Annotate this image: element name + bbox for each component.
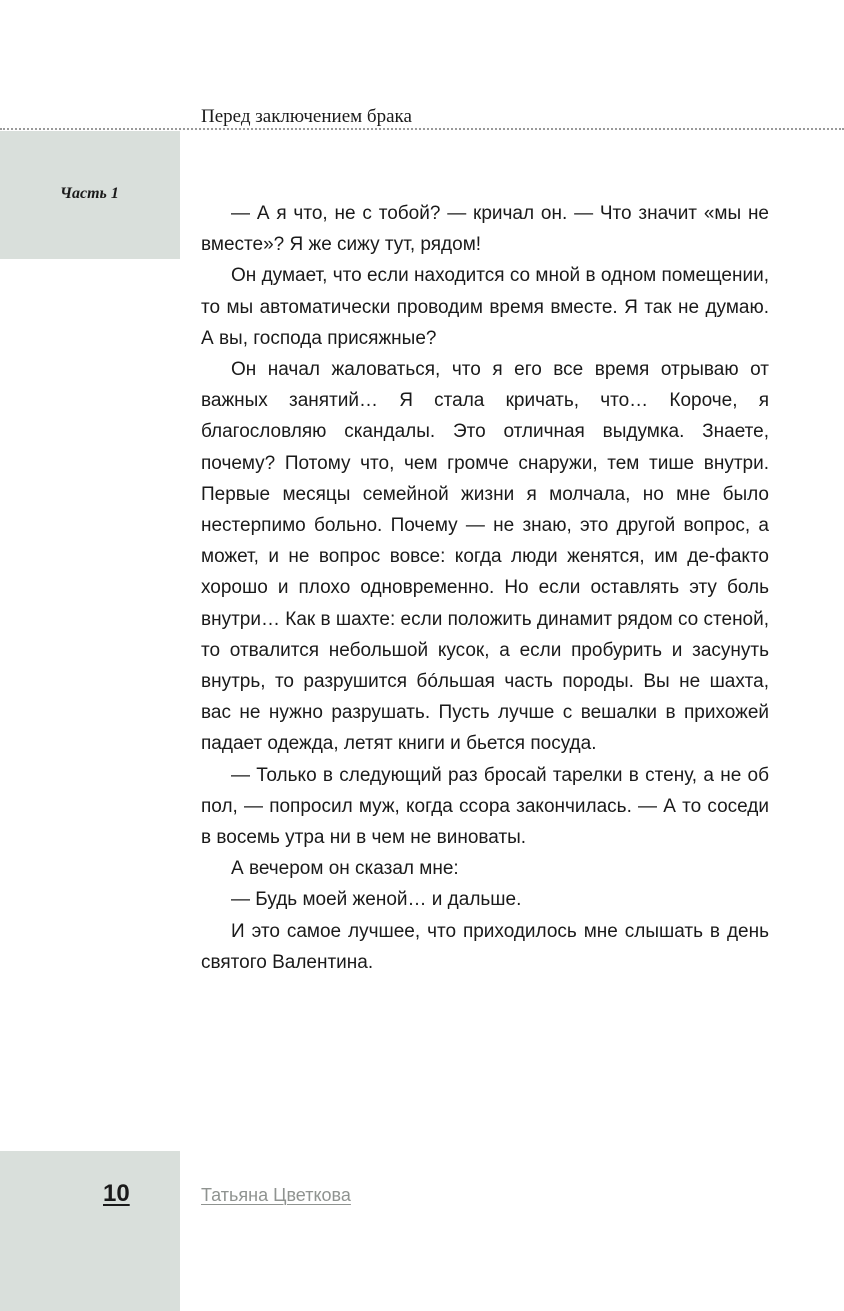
author-name: Татьяна Цветкова [201, 1185, 351, 1205]
footer-tab [0, 1151, 180, 1311]
paragraph: — Только в следующий раз бросай тарелки в стену, а не об пол, — попросил муж, когда ссора закончилась. — А то соседи в восемь утра ни в чем не виноваты. [201, 764, 769, 849]
paragraph: Он начал жаловаться, что я его все время отрываю от важных занятий… Я стала кричать, что… Короче, я благословляю скандалы. Это отличная выдумка. Знаете, почему? Потому что, чем громче снаружи, тем тише внутри. Первые месяцы семейной жизни я молчала, но мне было нестерпимо больно. Почему — не знаю, это другой вопрос, а может, и не вопрос вовсе: когда люди женятся, им де-факто хорошо и плохо одновременно. Но если оставлять эту боль внутри… Как в шахте: если положить динамит рядом со стеной, то отвалится небольшой кусок, а если пробурить и засунуть внутрь, то разрушится бóльшая часть породы. Вы не шахта, вас не нужно разрушать. Пусть лучше с вешалки в прихожей падает одежда, летят книги и бьется посуда. [201, 359, 770, 755]
section-label: Часть 1 [60, 185, 119, 202]
header-divider [0, 128, 844, 130]
paragraph: А вечером он сказал мне: [231, 858, 459, 880]
page-number: 10 [103, 1180, 130, 1207]
paragraph: — А я что, не с тобой? — кричал он. — Что значит «мы не вместе»? Я же сижу тут, рядом! [201, 203, 769, 256]
paragraph: — Будь моей женой… и дальше. [231, 889, 522, 911]
running-title: Перед заключением брака [201, 106, 412, 127]
main-text [201, 198, 769, 978]
paragraph: Он думает, что если находится со мной в одном помещении, то мы автоматически проводим время вместе. Я так не думаю. А вы, господа присяжные? [201, 265, 769, 349]
paragraph: И это самое лучшее, что приходилось мне слышать в день святого Валентина. [201, 920, 769, 973]
